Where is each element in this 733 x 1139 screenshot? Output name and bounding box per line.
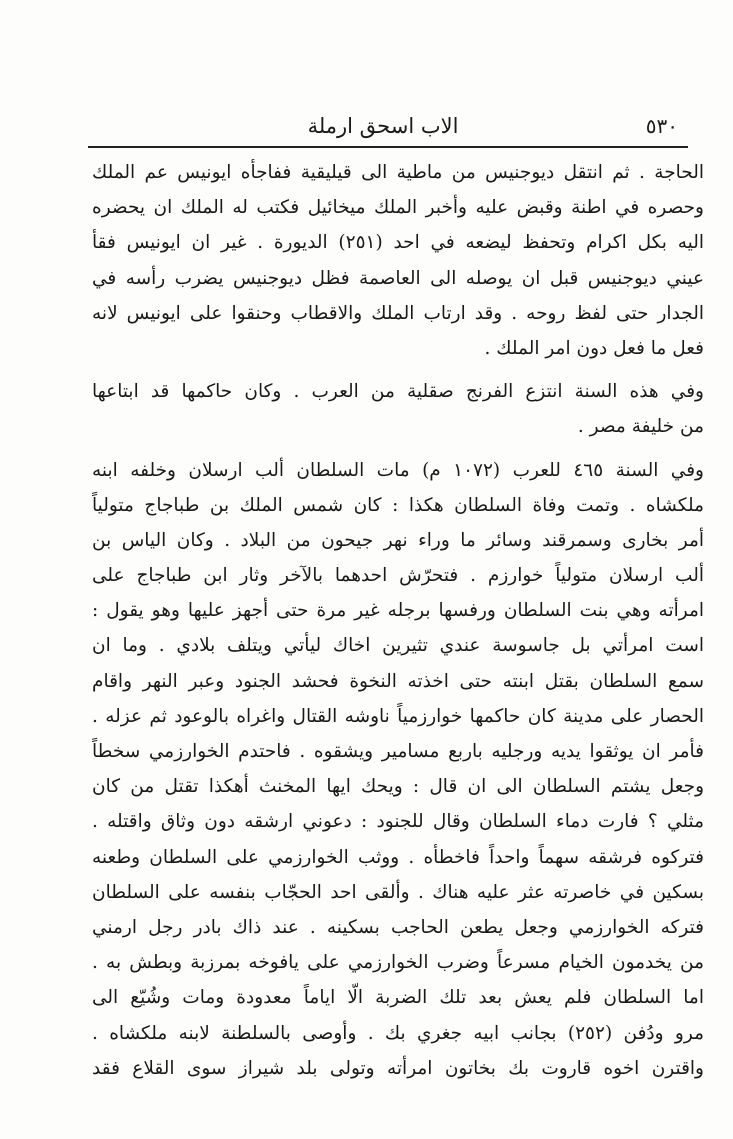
text-line: وحصره في اطنة وقبض عليه وأخبر الملك ميخائيل فكتب له الملك ان يحضره xyxy=(92,197,704,219)
body-text xyxy=(92,155,704,1086)
text-line: وفي هذه السنة انتزع الفرنج صقلية من العرب . وكان حاكمها قد ابتاعها xyxy=(92,381,704,403)
text-line: است امرأتي بل جاسوسة عندي تثيرين اخاك ليأتي ويتلف بلادي . وما ان xyxy=(92,635,704,657)
text-line: سمع السلطان بقتل ابنته حتى اخذته النخوة فحشد الجنود وعبر النهر واقام xyxy=(92,670,704,692)
paragraph-3 xyxy=(92,453,704,1086)
text-line: فتركوه فرشقه سهماً واحداً فاخطأه . ووثب الخوارزمي على السلطان وطعنه xyxy=(92,846,704,868)
text-line: أمر بخارى وسمرقند وسائر ما وراء نهر جيحون من البلاد . وكان الياس بن xyxy=(92,529,704,551)
text-line: من خليفة مصر . xyxy=(577,416,704,438)
text-line: الحصار على مدينة كان حاكمها خوارزمياً ناوشه القتال واغراه بالوعود ثم عزله . xyxy=(92,705,704,727)
text-line: فأمر ان يوثقوا يديه ورجليه باربع مسامير ويشقوه . فاحتدم الخوارزمي سخطاً xyxy=(92,741,704,762)
running-title: الاب اسحق ارملة xyxy=(307,114,459,138)
text-line: مرو ودُفن (٢٥٢) بجانب ابيه جغري بك . وأوصى بالسلطنة لابنه ملكشاه . xyxy=(92,1022,704,1044)
text-line: بسكين في خاصرته عثر عليه هناك . وألقى احد الحجّاب بنفسه على السلطان xyxy=(92,881,704,903)
page-header xyxy=(88,112,678,146)
text-line: الحاجة . ثم انتقل ديوجنيس من ماطية الى قيليقية ففاجأه ايونيس عم الملك xyxy=(92,162,704,183)
text-line: ألب ارسلان متولياً خوارزم . فتحرّش احدهما بالآخر وثار ابن طباجاج على xyxy=(92,565,704,587)
page-number: ٥٣٠ xyxy=(645,114,678,138)
text-line: ملكشاه . وتمت وفاة السلطان هكذا : كان شمس الملك بن طباجاج متولياً xyxy=(92,494,704,516)
text-line: عيني ديوجنيس قبل ان يوصله الى العاصمة فظل ديوجنيس يضرب رأسه في xyxy=(92,267,704,289)
text-line: وفي السنة ٤٦٥ للعرب (١٠٧٢ م) مات السلطان ألب ارسلان وخلفه ابنه xyxy=(92,459,704,481)
text-line: وجعل يشتم السلطان الى ان قال : ويحك ايها المخنث أهكذا تقتل من كان xyxy=(92,776,704,798)
text-line: فتركه الخوارزمي وجعل يطعن الحاجب بسكينه . عند ذاك بادر رجل ارمني xyxy=(92,916,704,938)
header-rule xyxy=(88,146,688,148)
text-line: الجدار حتى لفظ روحه . وقد ارتاب الملك والاقطاب وحنقوا على ايونيس لانه xyxy=(92,302,704,324)
text-line: اما السلطان فلم يعش بعد تلك الضربة الّا اياماً معدودة ومات وشُيّع الى xyxy=(92,987,704,1009)
paragraph-1 xyxy=(92,155,704,366)
text-line: واقترن اخوه قاروت بك بخاتون امرأته وتولى بلد شيراز سوى القلاع فقد xyxy=(92,1057,704,1079)
paragraph-2 xyxy=(92,374,704,444)
text-line: فعل ما فعل دون امر الملك . xyxy=(484,337,704,359)
text-line: من يخدمون الخيام مسرعاً وضرب الخوارزمي على يافوخه بمرزبة وبطش به . xyxy=(92,952,704,974)
text-line: مثلي ؟ فارت دماء السلطان وقال للجنود : دعوني ارشقه دون وثاق واقتله . xyxy=(92,811,704,833)
text-line: اليه بكل اكرام وتحفظ ليضعه في احد (٢٥١) الديورة . غير ان ايونيس فقأ xyxy=(92,232,704,254)
text-line: امرأته وهي بنت السلطان ورفسها برجله غير مرة حتى أجهز عليها وهو يقول : xyxy=(92,600,704,622)
